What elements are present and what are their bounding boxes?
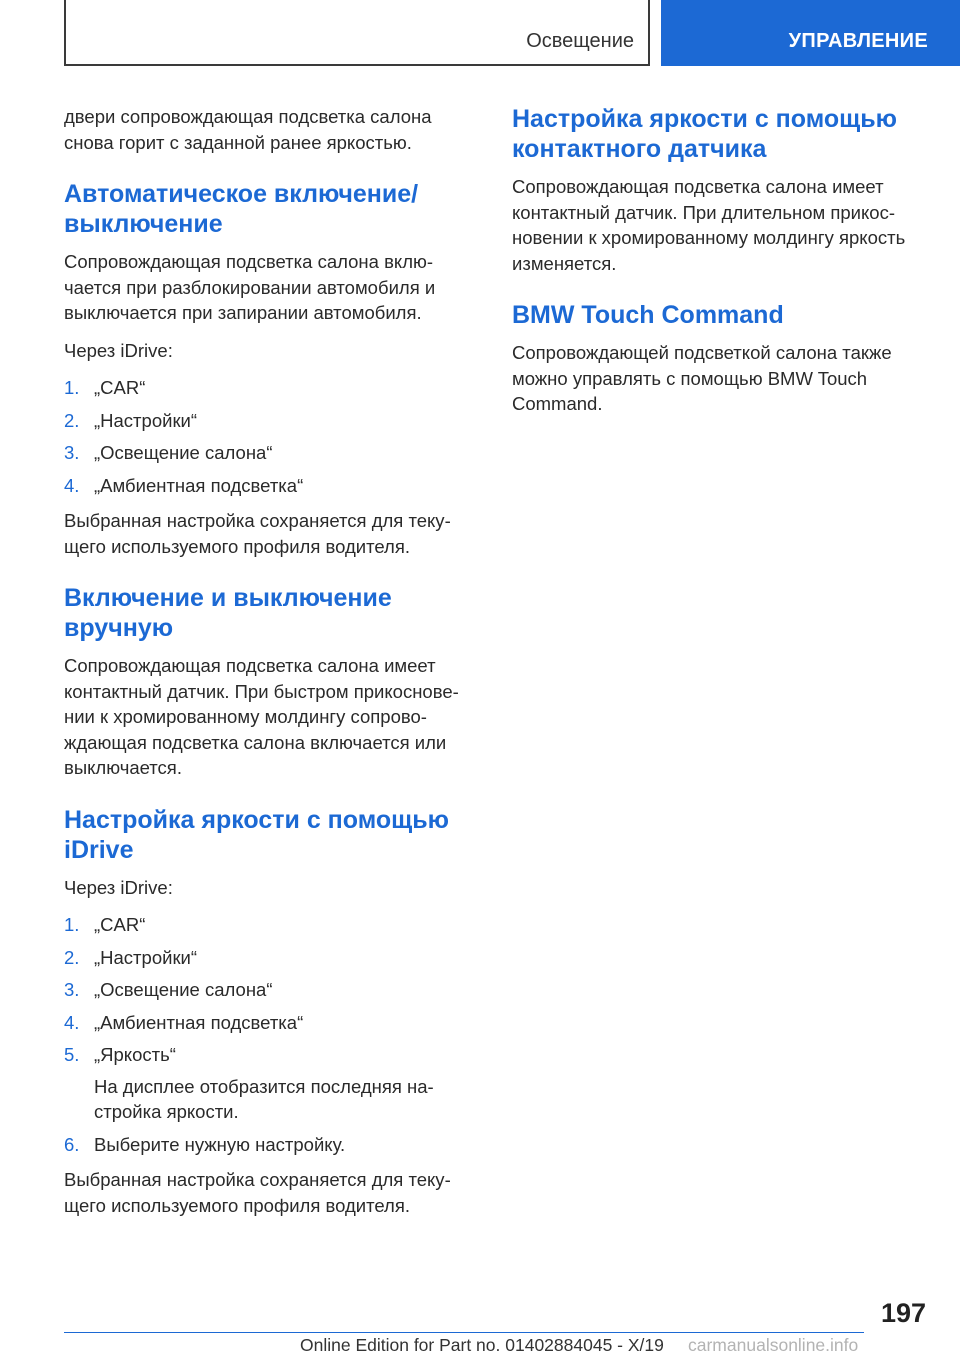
step-text: „Настройки“ bbox=[94, 409, 198, 431]
list-item bbox=[64, 440, 476, 466]
right-column bbox=[512, 104, 932, 429]
step-number: 1. bbox=[64, 914, 80, 935]
heading-brightness-sensor: Настройка яркости с помощью контактного датчика bbox=[512, 105, 897, 163]
step-text: „Амбиентная подсветка“ bbox=[94, 474, 304, 496]
brightness-via-idrive: Через iDrive: bbox=[64, 876, 173, 898]
list-item bbox=[64, 912, 476, 938]
auto-steps-list bbox=[64, 375, 476, 498]
auto-paragraph: Сопровождающая подсветка салона включается при разблокировании автомобиля и выключается при запирании автомобиля. bbox=[64, 251, 436, 323]
heading-brightness-idrive: Настройка яркости с помощью iDrive bbox=[64, 805, 449, 864]
list-item bbox=[64, 1132, 476, 1158]
step-number: 2. bbox=[64, 409, 80, 431]
header-chapter-title: УПРАВЛЕНИЕ bbox=[788, 30, 928, 52]
left-column bbox=[64, 104, 476, 1230]
heading-auto-on-off: Автоматическое включение/ выключение bbox=[64, 180, 419, 238]
touch-paragraph: Сопровождающей подсветкой салона также можно управлять с помощью BMW Touch Command. bbox=[512, 342, 892, 414]
footer-watermark[interactable]: carmanualsonline.info bbox=[688, 1335, 859, 1355]
step-number: 2. bbox=[64, 946, 80, 968]
list-item bbox=[64, 977, 476, 1003]
step-text: „Освещение салона“ bbox=[94, 442, 273, 463]
footer-divider bbox=[64, 1332, 864, 1333]
brightness-note: Выбранная настройка сохраняется для текущего используемого профиля водителя. bbox=[64, 1169, 451, 1216]
list-item bbox=[64, 408, 476, 434]
step-number: 1. bbox=[64, 377, 80, 398]
step-text: Выберите нужную настройку. bbox=[94, 1133, 346, 1155]
heading-touch-command: BMW Touch Command bbox=[512, 301, 784, 329]
step-text: „Яркость“ bbox=[94, 1044, 176, 1065]
list-item bbox=[64, 945, 476, 971]
step-number: 5. bbox=[64, 1044, 80, 1065]
step-number: 3. bbox=[64, 979, 80, 1000]
intro-paragraph: двери сопровождающая подсветка салона снова горит с заданной ранее яркостью. bbox=[64, 106, 432, 153]
step-number: 4. bbox=[64, 1011, 80, 1033]
step-text: „Освещение салона“ bbox=[94, 979, 273, 1000]
step-text-wrapper bbox=[94, 1042, 476, 1125]
step-number: 3. bbox=[64, 442, 80, 463]
sensor-paragraph: Сопровождающая подсветка салона имеет контактный датчик. При длительном прикосновении к хромированному молдингу яркость изменяется. bbox=[512, 176, 906, 274]
step-number: 6. bbox=[64, 1133, 80, 1155]
step-text: „Настройки“ bbox=[94, 946, 198, 968]
step-number: 4. bbox=[64, 474, 80, 496]
auto-note: Выбранная настройка сохраняется для текущего используемого профиля водителя. bbox=[64, 510, 451, 557]
list-item bbox=[64, 473, 476, 499]
auto-via-idrive: Через iDrive: bbox=[64, 339, 173, 361]
page-number: 197 bbox=[880, 1298, 926, 1328]
step-text: „Амбиентная подсветка“ bbox=[94, 1011, 304, 1033]
list-item bbox=[64, 1010, 476, 1036]
step-text: „CAR“ bbox=[94, 377, 146, 398]
step-subtext: На дисплее отобразится последняя настройка яркости. bbox=[94, 1075, 434, 1122]
step-text: „CAR“ bbox=[94, 914, 146, 935]
manual-paragraph: Сопровождающая подсветка салона имеет контактный датчик. При быстром прикосновении к хромированному молдингу сопровождающая подсветка салона включается или выключается. bbox=[64, 655, 459, 778]
header-section-box bbox=[64, 0, 650, 66]
heading-manual-on-off: Включение и выключение вручную bbox=[64, 584, 392, 642]
header-section-title: Освещение bbox=[526, 30, 634, 52]
footer-edition: Online Edition for Part no. 01402884045 - X/19 bbox=[300, 1335, 664, 1355]
list-item bbox=[64, 375, 476, 401]
header-chapter-tab bbox=[661, 0, 960, 66]
brightness-steps-list bbox=[64, 912, 476, 1157]
list-item bbox=[64, 1042, 476, 1125]
